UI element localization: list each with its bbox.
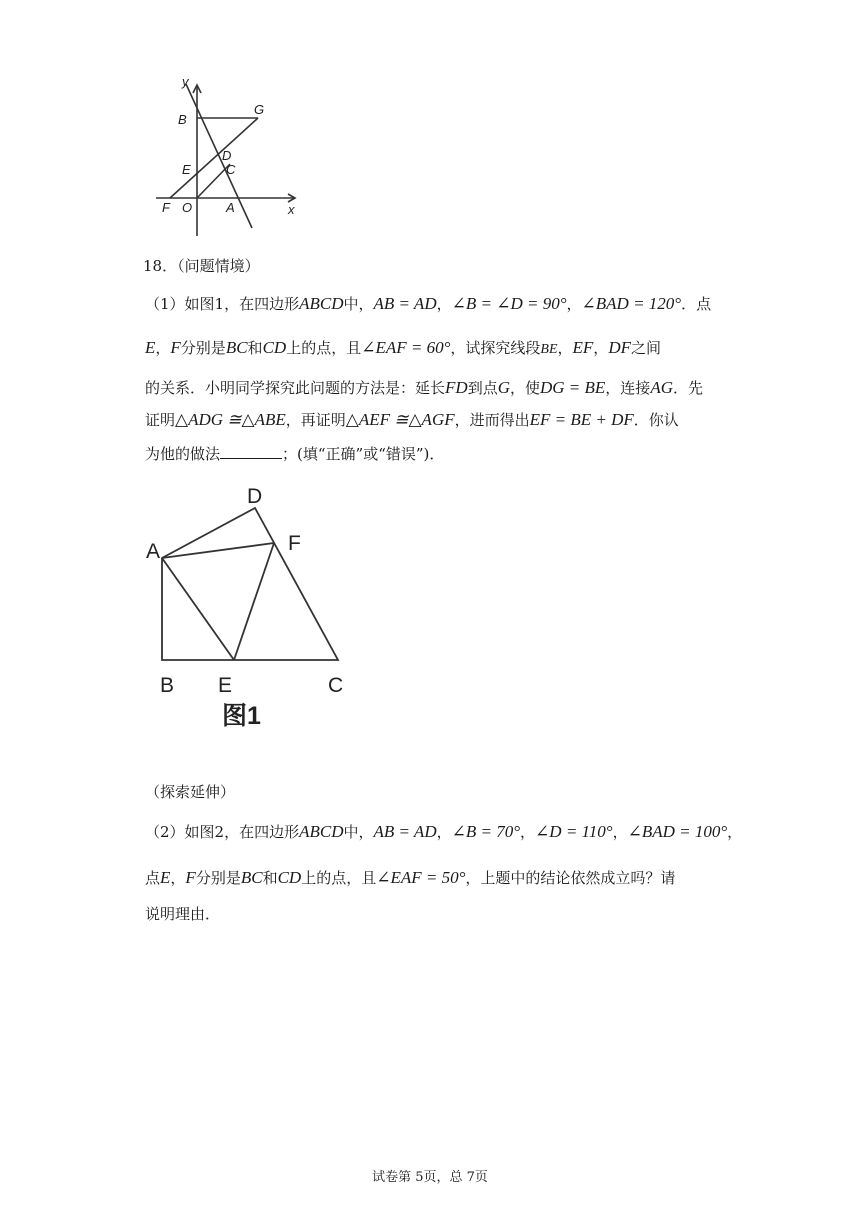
part2-line3	[145, 904, 220, 924]
fig1-caption: 图1	[222, 702, 261, 728]
p1l2-and: 和	[247, 339, 263, 357]
p1l2-ef: EF	[572, 338, 594, 357]
p1l1-prefix: （1）如图1，在四边形	[145, 295, 300, 313]
p2l1-mid: 中，	[343, 823, 374, 841]
label-x: x	[288, 202, 295, 217]
p1l5-t1: 为他的做法	[145, 445, 221, 463]
section-title-1: （问题情境）	[177, 257, 260, 275]
p1l3-fd: FD	[445, 378, 468, 397]
p2l1-sep2: ，	[520, 823, 536, 841]
p2l2-eq: ∠EAF = 50°	[376, 868, 466, 887]
p1l2-sep3: ，	[593, 339, 609, 357]
p1l1-eq2: ∠B = ∠D = 90°	[451, 294, 567, 313]
p1l2-bc: BC	[225, 338, 248, 357]
p2l2-sep: ，	[170, 869, 186, 887]
p1l2-cd: CD	[262, 338, 287, 357]
p1l1-mid: 中，	[343, 295, 374, 313]
label-e: E	[182, 162, 191, 177]
fig1-label-b: B	[160, 674, 175, 697]
label-g: G	[254, 102, 265, 117]
p1l2-end: 之间	[630, 339, 661, 357]
p1l4-end: ．你认	[633, 411, 679, 429]
p1l4-cong1: △ADG ≅△ABE	[175, 410, 286, 429]
label-b: B	[178, 112, 187, 127]
p1l4-t1: 证明	[145, 411, 176, 429]
p2l3-text: 说明理由．	[145, 905, 221, 923]
page-footer: 试卷第 5页，总 7页	[372, 1170, 488, 1185]
label-a: A	[226, 200, 235, 215]
label-c: C	[226, 162, 236, 177]
label-d: D	[222, 148, 232, 163]
p1l1-eq3: ∠BAD = 120°	[581, 294, 682, 313]
line-through-b-a	[186, 84, 252, 228]
fig1-label-d: D	[247, 485, 263, 508]
p2l2-and: 和	[262, 869, 278, 887]
p2l1-eq4: ∠BAD = 100°	[627, 822, 728, 841]
label-o: O	[182, 200, 193, 215]
p1l2-f: F	[170, 338, 181, 357]
part1-line2	[145, 338, 661, 360]
p1l2-t1: 分别是	[180, 339, 226, 357]
section-title-2	[145, 782, 235, 802]
section-title-2-text: （探索延伸）	[145, 783, 236, 801]
p2l1-eq2: ∠B = 70°	[451, 822, 521, 841]
p2l2-t2: 上的点，且	[301, 869, 377, 887]
part2-line1	[145, 822, 742, 842]
p2l2-f: F	[185, 868, 196, 887]
p1l2-t3: ，试探究线段	[450, 339, 541, 357]
quadrilateral-abcd	[162, 508, 338, 660]
fig1-label-f: F	[288, 532, 301, 555]
p1l2-sep2: ，	[557, 339, 573, 357]
coordinate-figure	[150, 74, 310, 242]
part1-line3	[145, 378, 703, 398]
part1-line4	[145, 410, 679, 430]
p2l1-quad: ABCD	[299, 822, 344, 841]
fig1-label-e: E	[218, 674, 233, 697]
p1l4-t2: ，再证明	[285, 411, 346, 429]
p1l3-end: ．先	[672, 379, 703, 397]
p2l1-prefix: （2）如图2，在四边形	[145, 823, 300, 841]
part1-line5	[145, 444, 444, 464]
p1l1-sep2: ，	[566, 295, 582, 313]
fig1-label-c: C	[328, 674, 344, 697]
label-y: y	[182, 74, 189, 89]
segment-ae	[162, 558, 234, 660]
fig1-label-a: A	[146, 540, 161, 563]
part1-line1	[145, 294, 711, 314]
problem-number-text: 18．	[143, 257, 178, 275]
p2l2-t1: 分别是	[195, 869, 241, 887]
p2l2-t3: ，上题中的结论依然成立吗？请	[465, 869, 676, 887]
problem-number	[143, 256, 260, 276]
p1l1-quad: ABCD	[299, 294, 344, 313]
p1l4-eq: EF = BE + DF	[529, 410, 634, 429]
p1l3-t4: ，连接	[605, 379, 651, 397]
p1l3-ag: AG	[650, 378, 673, 397]
p2l1-sep3: ，	[612, 823, 628, 841]
p2l2-cd: CD	[277, 868, 302, 887]
p1l2-eq: ∠EAF = 60°	[361, 338, 451, 357]
p2l1-eq1: AB = AD	[373, 822, 437, 841]
p2l2-t0: 点	[145, 869, 161, 887]
p1l2-t2: 上的点，且	[286, 339, 362, 357]
p1l1-eq1: AB = AD	[373, 294, 437, 313]
p1l2-sep1: ，	[155, 339, 171, 357]
p2l2-bc: BC	[240, 868, 263, 887]
p2l1-sep1: ，	[436, 823, 452, 841]
p1l3-t3: ，使	[509, 379, 540, 397]
p1l1-end: ．点	[681, 295, 712, 313]
p1l4-t3: ，进而得出	[454, 411, 530, 429]
p1l3-eq: DG = BE	[540, 378, 606, 397]
p1l1-sep1: ，	[436, 295, 452, 313]
segment-af	[162, 543, 274, 558]
p2l2-e: E	[160, 868, 171, 887]
p1l3-t2: 到点	[467, 379, 498, 397]
p1l4-cong2: △AEF ≅△AGF	[345, 410, 455, 429]
p1l2-e: E	[145, 338, 156, 357]
label-f: F	[162, 200, 170, 215]
figure-1	[140, 478, 370, 728]
segment-ef	[234, 543, 274, 660]
p1l2-df: DF	[608, 338, 631, 357]
p1l3-g: G	[497, 378, 510, 397]
answer-blank[interactable]	[220, 444, 282, 459]
p2l1-sep4: ，	[727, 823, 743, 841]
segment-fg	[170, 118, 258, 198]
part2-line2	[145, 868, 675, 888]
p1l3-t1: 的关系．小明同学探究此问题的方法是：延长	[145, 379, 446, 397]
p2l1-eq3: ∠D = 110°	[535, 822, 613, 841]
p1l5-t2: ；(填“正确”或“错误”)．	[282, 445, 445, 463]
p1l2-be: BE	[540, 342, 558, 357]
